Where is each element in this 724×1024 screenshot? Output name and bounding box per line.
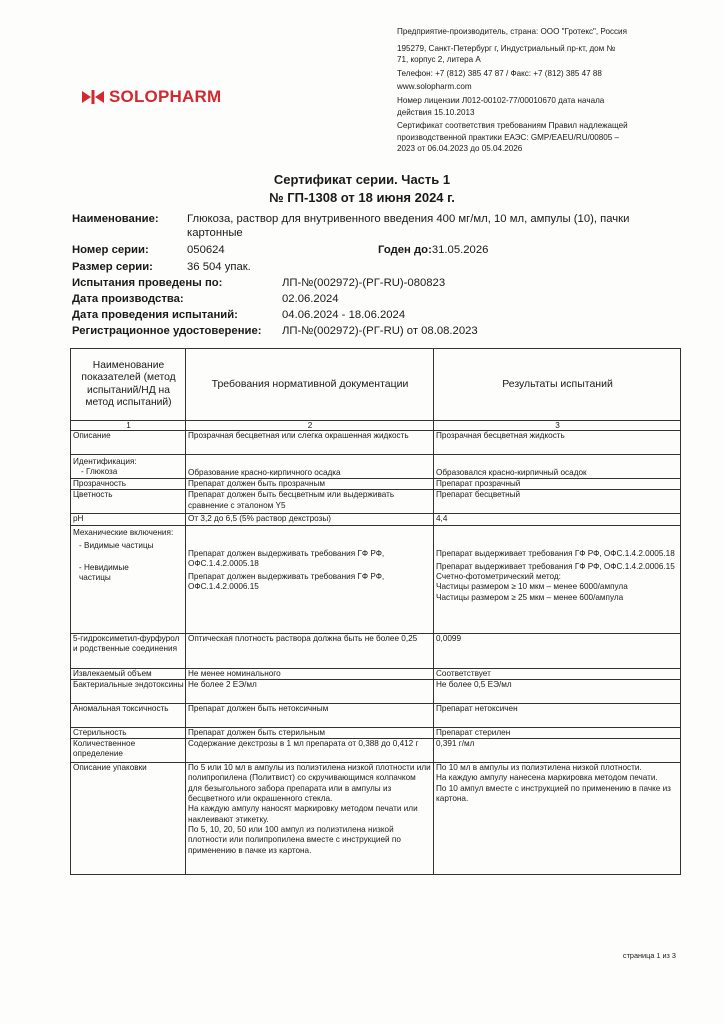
row-label: Количественное определение [71,739,186,763]
row-label: Извлекаемый объем [71,668,186,679]
row-label: Описание [71,431,186,455]
row-requirement: Прозрачная бесцветная или слегка окрашенная жидкость [186,431,434,455]
col-number: 2 [186,421,434,431]
visible-result: Препарат выдерживает требования ГФ РФ, ОФС.1.4.2.0005.18 [436,548,675,558]
invisible-25um: Частицы размером ≥ 25 мкм – менее 600/ампула [436,592,624,602]
row-requirement: Не более 2 ЕЭ/мл [186,679,434,703]
row-result: Препарат бесцветный [434,490,681,514]
table-row [71,763,681,875]
packaging-res-1: По 10 мл в ампулы из полиэтилена низкой плотности. [436,763,642,773]
row-requirement: Препарат должен быть бесцветным или выдерживать сравнение с эталоном Y5 [186,490,434,514]
invisible-label: - Невидимые частицы [79,563,129,583]
row-result [434,525,681,633]
logo-text: SOLOPHARM [109,87,222,106]
test-dates-value: 04.06.2024 - 18.06.2024 [282,309,406,321]
row-requirement: Препарат должен быть стерильным [186,727,434,738]
row-result: Препарат нетоксичен [434,703,681,727]
row-requirement: Препарат должен быть прозрачным [186,479,434,490]
table-row [71,525,681,633]
size-value: 36 504 упак. [187,261,251,273]
expiry-value: 31.05.2026 [431,244,489,256]
row-result: Прозрачная бесцветная жидкость [434,431,681,455]
series-label: Номер серии: [72,244,149,256]
company-line: 195279, Санкт-Петербург г, Индустриальный пр-кт, дом № [397,43,616,53]
prod-date-value: 02.06.2024 [282,293,339,305]
row-label: Бактериальные эндотоксины [71,679,186,703]
packaging-res-3: По 10 ампул вместе с инструкцией по применению в пачке из картона. [436,783,671,804]
expiry-label: Годен до: [378,244,432,256]
row-label: pH [71,514,186,525]
header-requirements: Требования нормативной документации [186,349,434,421]
row-label: Аномальная токсичность [71,703,186,727]
header-results: Результаты испытаний [434,349,681,421]
mech-head: Механические включения: [73,527,174,537]
row-requirement [186,763,434,875]
certificate-title: Сертификат серии. Часть 1 [273,172,451,187]
name-label: Наименование: [72,213,159,225]
company-line: Телефон: +7 (812) 385 47 87 / Факс: +7 (812) 385 47 88 [397,68,602,78]
table-row [71,490,681,514]
visible-requirement: Препарат должен выдерживать требования ГФ РФ, ОФС.1.4.2.0005.18 [188,548,385,568]
series-value: 050624 [187,244,225,256]
packaging-res-2: На каждую ампулу нанесена маркировка методом печати. [436,773,658,783]
company-line: 71, корпус 2, литера А [397,55,481,65]
packaging-req-1: По 5 или 10 мл в ампулы из полиэтилена низкой плотности или полипропилена (Политвист) со скручивающимся колпачком для безыгольного забора препарата или в ампулы из бесцветного или окрашенного стекла. [188,763,431,804]
name-value: Глюкоза, раствор для внутривенного введения 400 мг/мл, 10 мл, ампулы (10), пачки [187,213,630,225]
row-result: 0,391 г/мл [434,739,681,763]
reg-label: Регистрационное удостоверение: [72,325,262,337]
row-result: 4,4 [434,514,681,525]
row-label [71,525,186,633]
invisible-result: Препарат выдерживает требования ГФ РФ, ОФС.1.4.2.0006.15 [436,561,675,571]
tested-value: ЛП-№(002972)-(РГ-RU)-080823 [282,277,446,289]
solopharm-logo-icon [82,89,104,105]
company-logo [82,87,221,107]
table-row [71,431,681,455]
company-line: 2023 от 06.04.2023 до 05.04.2026 [397,144,523,154]
results-table [70,348,681,875]
name-value-cont: картонные [187,227,243,239]
row-result: Препарат прозрачный [434,479,681,490]
table-row [71,739,681,763]
table-row [71,679,681,703]
row-result: Не более 0,5 ЕЭ/мл [434,679,681,703]
glucose-label: - Глюкоза [81,467,118,477]
table-row [71,633,681,668]
row-label: Прозрачность [71,479,186,490]
company-line: Сертификат соответствия требованиям Правил надлежащей [397,121,628,131]
row-result: Образовался красно-кирпичный осадок [434,455,681,479]
row-requirement: Не менее номинального [186,668,434,679]
test-dates-label: Дата проведения испытаний: [72,309,238,321]
company-line: Предприятие-производитель, страна: ООО "Гротекс", Россия [397,27,627,36]
ident-head: Идентификация: [73,457,137,466]
row-requirement: От 3,2 до 6,5 (5% раствор декстрозы) [186,514,434,525]
row-label: Цветность [71,490,186,514]
table-row [71,455,681,479]
table-header-row [71,349,681,421]
company-line: производственной практики ЕАЭС: GMP/EAEU/RU/00805 – [397,132,620,142]
tested-label: Испытания проведены по: [72,277,223,289]
packaging-req-2: На каждую ампулу наносят маркировку методом печати или наклеивают этикетку. [188,804,418,824]
table-row [71,479,681,490]
company-info [397,26,697,155]
company-line: www.solopharm.com [397,82,472,92]
invisible-requirement: Препарат должен выдерживать требования ГФ РФ, ОФС.1.4.2.0006.15 [188,572,385,592]
row-result: Соответствует [434,668,681,679]
table-row [71,703,681,727]
table-row [71,514,681,525]
visible-label: - Видимые частицы [79,540,154,550]
row-label [71,455,186,479]
row-label: 5-гидроксиметил-фурфурол и родственные соединения [71,633,186,668]
company-line: Номер лицензии Л012-00102-77/00010670 дата начала [397,95,605,105]
col-number: 3 [434,421,681,431]
size-label: Размер серии: [72,261,153,273]
invisible-method: Счетно-фотометрический метод: [436,572,561,582]
col-number: 1 [71,421,186,431]
row-requirement: Препарат должен быть нетоксичным [186,703,434,727]
prod-date-label: Дата производства: [72,293,184,305]
page-number: страница 1 из 3 [622,951,676,960]
header-indicators: Наименование показателей (метод испытаний/НД на метод испытаний) [71,349,186,421]
invisible-10um: Частицы размером ≥ 10 мкм – менее 6000/ампула [436,582,628,592]
company-line: действия 15.10.2013 [397,107,475,117]
table-row [71,727,681,738]
row-requirement [186,525,434,633]
row-result: 0,0099 [434,633,681,668]
row-label: Стерильность [71,727,186,738]
row-label: Описание упаковки [71,763,186,875]
reg-value: ЛП-№(002972)-(РГ-RU) от 08.08.2023 [282,325,478,337]
row-requirement: Содержание декстрозы в 1 мл препарата от 0,388 до 0,412 г [186,739,434,763]
table-row [71,668,681,679]
row-result: Препарат стерилен [434,727,681,738]
row-result [434,763,681,875]
certificate-number: № ГП-1308 от 18 июня 2024 г. [269,190,455,205]
row-requirement: Оптическая плотность раствора должна быть не более 0,25 [186,633,434,668]
packaging-req-3: По 5, 10, 20, 50 или 100 ампул из полиэтилена низкой плотности или полипропилена вместе с инструкцией по применению в пачке из картона. [188,824,401,855]
table-number-row [71,421,681,431]
row-requirement: Образование красно-кирпичного осадка [186,455,434,479]
